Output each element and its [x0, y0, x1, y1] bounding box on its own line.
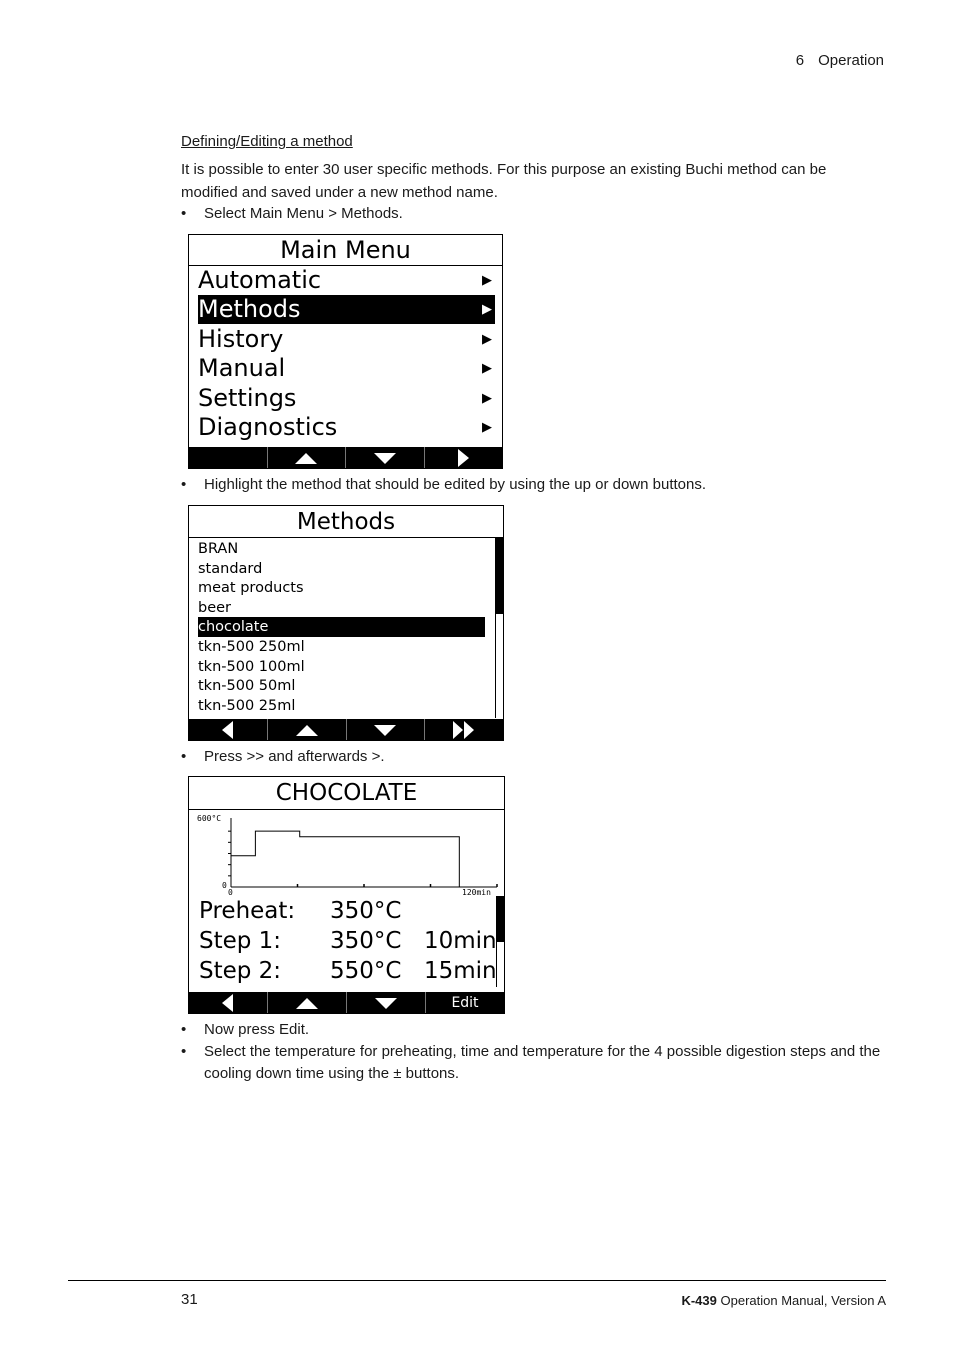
- menu-item-label: Automatic: [198, 266, 322, 294]
- menu-item-label: Diagnostics: [198, 413, 338, 441]
- chapter-number: 6: [795, 52, 805, 69]
- menu-item-manual[interactable]: [198, 354, 495, 383]
- section-title: Defining/Editing a method: [181, 133, 353, 150]
- list-item-label: meat products: [198, 580, 304, 596]
- list-item[interactable]: [198, 657, 485, 677]
- bullet-dot: •: [181, 205, 187, 222]
- triangle-right-icon: [457, 449, 469, 467]
- list-item-label: tkn-500 50ml: [198, 678, 296, 694]
- row-label: Preheat:: [199, 898, 296, 924]
- bullet-text: Press >> and afterwards >.: [204, 748, 385, 765]
- scrollbar[interactable]: [495, 538, 503, 718]
- scrollbar[interactable]: [496, 896, 504, 987]
- triangle-down-icon: [374, 452, 396, 464]
- bullet-text: Select Main Menu > Methods.: [204, 205, 403, 222]
- menu-item-label: History: [198, 325, 284, 353]
- list-item[interactable]: [198, 696, 485, 716]
- softkey-blank[interactable]: [189, 447, 268, 468]
- screen-title: CHOCOLATE: [189, 777, 504, 810]
- list-item[interactable]: [198, 578, 485, 598]
- row-time: 15min: [424, 958, 497, 984]
- scroll-thumb[interactable]: [497, 896, 504, 942]
- softkey-up[interactable]: [268, 719, 347, 740]
- softkey-up[interactable]: [268, 447, 347, 468]
- edit-button[interactable]: Edit: [451, 994, 479, 1011]
- screen-title: Methods: [189, 506, 503, 538]
- footer-divider: [68, 1280, 886, 1281]
- list-item-label: tkn-500 100ml: [198, 659, 305, 675]
- y-tick-label: 600°C: [197, 814, 222, 823]
- list-item-label: tkn-500 25ml: [198, 698, 296, 714]
- bullet-item: [181, 203, 891, 225]
- scroll-thumb[interactable]: [496, 538, 503, 614]
- softkey-forward[interactable]: [425, 447, 503, 468]
- bullet-dot: •: [181, 1043, 187, 1060]
- triangle-right-icon: ▶: [482, 361, 492, 376]
- y-tick-label: 0: [222, 881, 227, 890]
- double-triangle-right-icon: [452, 721, 476, 739]
- list-item[interactable]: [198, 559, 485, 579]
- list-item-label: standard: [198, 561, 263, 577]
- row-label: Step 1:: [199, 928, 282, 954]
- x-tick-label: 120min: [462, 888, 491, 897]
- softkey-back[interactable]: [189, 992, 268, 1013]
- bullet-dot: •: [181, 1021, 187, 1038]
- bullet-item: [181, 1041, 891, 1085]
- softkey-down[interactable]: [347, 719, 426, 740]
- menu-item-label: Manual: [198, 354, 286, 382]
- triangle-right-icon: ▶: [482, 273, 492, 288]
- softkey-up[interactable]: [268, 992, 347, 1013]
- menu-item-settings[interactable]: [198, 384, 495, 413]
- menu-item-automatic[interactable]: [198, 266, 495, 295]
- softkey-back[interactable]: [189, 719, 268, 740]
- product-name: K-439: [681, 1293, 717, 1308]
- menu-item-label: Settings: [198, 384, 297, 412]
- triangle-right-icon: ▶: [482, 391, 492, 406]
- triangle-down-icon: [374, 724, 396, 736]
- main-menu-screen: [188, 234, 503, 469]
- triangle-up-icon: [296, 997, 318, 1009]
- list-item-label: beer: [198, 600, 232, 616]
- bullet-item: [181, 1019, 891, 1041]
- row-label: Step 2:: [199, 958, 282, 984]
- softkey-fast-forward[interactable]: [425, 719, 503, 740]
- bullet-item: [181, 746, 891, 768]
- list-item[interactable]: [198, 637, 485, 657]
- method-detail-screen: [188, 776, 505, 1014]
- softkey-down[interactable]: [347, 992, 426, 1013]
- triangle-right-icon: ▶: [482, 302, 492, 317]
- softkey-bar: [189, 447, 502, 468]
- softkey-bar: [189, 992, 504, 1013]
- triangle-up-icon: [295, 452, 317, 464]
- page-number: 31: [181, 1291, 198, 1308]
- bullet-text: Now press Edit.: [204, 1021, 310, 1038]
- triangle-right-icon: ▶: [482, 332, 492, 347]
- menu-item-diagnostics[interactable]: [198, 413, 495, 442]
- list-item[interactable]: [198, 539, 485, 559]
- bullet-item: [181, 474, 891, 496]
- x-tick-label: 0: [228, 888, 233, 897]
- menu-item-history[interactable]: [198, 325, 495, 354]
- triangle-left-icon: [222, 721, 234, 739]
- intro-paragraph: It is possible to enter 30 user specific methods. For this purpose an existing Buchi method can be modified and saved under a new method name.: [181, 161, 827, 201]
- list-item[interactable]: [198, 598, 485, 618]
- bullet-dot: •: [181, 748, 187, 765]
- triangle-up-icon: [296, 724, 318, 736]
- temperature-profile-chart: [189, 810, 504, 898]
- screen-title: Main Menu: [189, 235, 502, 266]
- row-temperature: 350°C: [330, 928, 402, 954]
- triangle-left-icon: [222, 994, 234, 1012]
- triangle-right-icon: ▶: [482, 420, 492, 435]
- bullet-dot: •: [181, 476, 187, 493]
- row-temperature: 350°C: [330, 898, 402, 924]
- list-item-label: BRAN: [198, 541, 239, 557]
- document-title: Operation Manual, Version A: [720, 1293, 886, 1308]
- row-temperature: 550°C: [330, 958, 402, 984]
- list-item-label: tkn-500 250ml: [198, 639, 305, 655]
- list-item-selected[interactable]: [198, 617, 485, 637]
- softkey-bar: [189, 719, 503, 740]
- methods-screen: [188, 505, 504, 741]
- list-item-label: chocolate: [198, 619, 269, 635]
- bullet-text: Select the temperature for preheating, time and temperature for the 4 possible digestion steps and the cooling down time using the ± buttons.: [204, 1043, 881, 1082]
- series-line: [231, 831, 497, 887]
- menu-item-label: Methods: [198, 295, 301, 323]
- menu-item-methods[interactable]: [198, 295, 495, 324]
- running-header: [796, 52, 884, 69]
- footer-document-title: [681, 1293, 886, 1308]
- list-item[interactable]: [198, 676, 485, 696]
- chapter-title: Operation: [818, 52, 884, 69]
- softkey-down[interactable]: [346, 447, 425, 468]
- row-time: 10min: [424, 928, 497, 954]
- triangle-down-icon: [375, 997, 397, 1009]
- bullet-text: Highlight the method that should be edited by using the up or down buttons.: [204, 476, 707, 493]
